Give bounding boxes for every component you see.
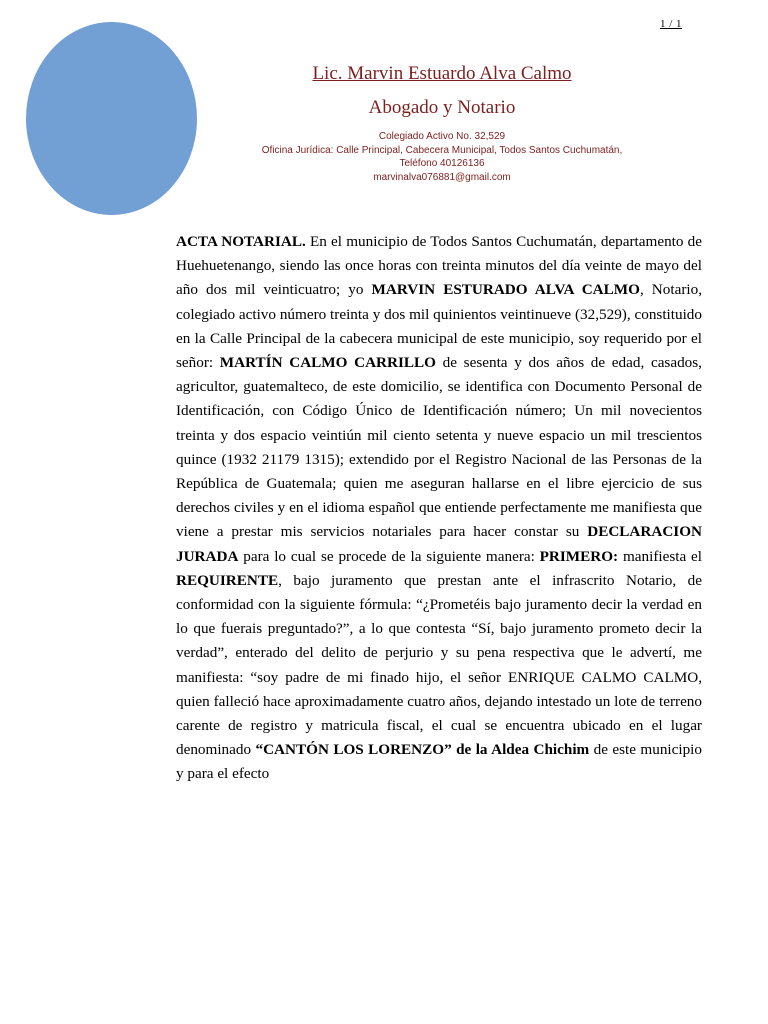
body-text-segment: manifiesta el <box>618 547 702 565</box>
phone-number: Teléfono 40126136 <box>399 158 485 169</box>
letterhead <box>200 60 684 184</box>
notary-title: Abogado y Notario <box>368 97 516 118</box>
colegiado-number: Colegiado Activo No. 32,529 <box>378 131 506 142</box>
requirente-bold: REQUIRENTE <box>176 571 279 589</box>
office-address: Oficina Jurídica: Calle Principal, Cabecera Municipal, Todos Santos Cuchumatán, <box>261 144 623 156</box>
body-text-segment: para lo cual se procede de la siguiente manera: <box>238 547 540 565</box>
acta-body <box>176 230 702 787</box>
notary-contact-info <box>200 130 684 184</box>
acta-heading: ACTA NOTARIAL. <box>176 233 306 250</box>
email-address: marvinalva076881@gmail.com <box>373 171 511 183</box>
seal-circle <box>26 22 197 215</box>
body-text-segment: , Notario, colegiado activo número treinta y dos mil quinientos veintinueve (32,529), constituido en la Calle Principal de la cabecera municipal de este municipio, soy requerido por el señor: <box>176 281 702 372</box>
page-number: 1 / 1 <box>659 18 683 30</box>
notary-name: Lic. Marvin Estuardo Alva Calmo <box>312 63 572 84</box>
declaration-title-bold: DECLARACION JURADA <box>176 523 702 565</box>
clause-first-bold: PRIMERO: <box>539 547 619 565</box>
requirer-name-bold: MARTÍN CALMO CARRILLO <box>219 354 436 372</box>
body-text-segment: , bajo juramento que prestan ante el infrascrito Notario, de conformidad con la siguiente fórmula: “¿Prometéis bajo juramento decir la verdad en lo que fuerais preguntado?”, a lo que contesta “Sí, bajo juramento prometo decir la verdad”, enterado del delito de perjurio y su pena respectiva que le advertí, me manifiesta: “soy padre de mi finado hijo, el señor ENRIQUE CALMO CALMO, quien falleció hace aproximadamente cuatro años, dejando intestado un lote de terreno carente de registro y matricula fiscal, el cual se encuentra ubicado en el lugar denominado <box>176 571 702 759</box>
notary-name-bold: MARVIN ESTURADO ALVA CALMO <box>371 281 640 299</box>
body-text-segment: En el municipio de Todos Santos Cuchumatán, departamento de Huehuetenango, siendo las once horas con treinta minutos del día veinte de mayo del año dos mil veinticuatro; yo <box>176 233 703 299</box>
location-name-bold: “CANTÓN LOS LORENZO” de la Aldea Chichim <box>255 741 590 759</box>
body-text-segment: de sesenta y dos años de edad, casados, agricultor, guatemalteco, de este domicilio, se identifica con Documento Personal de Identificación, con Código Único de Identificación número; Un mil novecientos treinta y dos espacio veintiún mil ciento setenta y nueve espacio un mil trescientos quince (1932 21179 1315); extendido por el Registro Nacional de las Personas de la República de Guatemala; quien me aseguran hallarse en el libre ejercicio de sus derechos civiles y en el idioma español que entiende perfectamente me manifiesta que viene a prestar mis servicios notariales para hacer constar su <box>176 354 702 541</box>
body-text-segment: de este municipio y para el efecto <box>176 741 702 783</box>
